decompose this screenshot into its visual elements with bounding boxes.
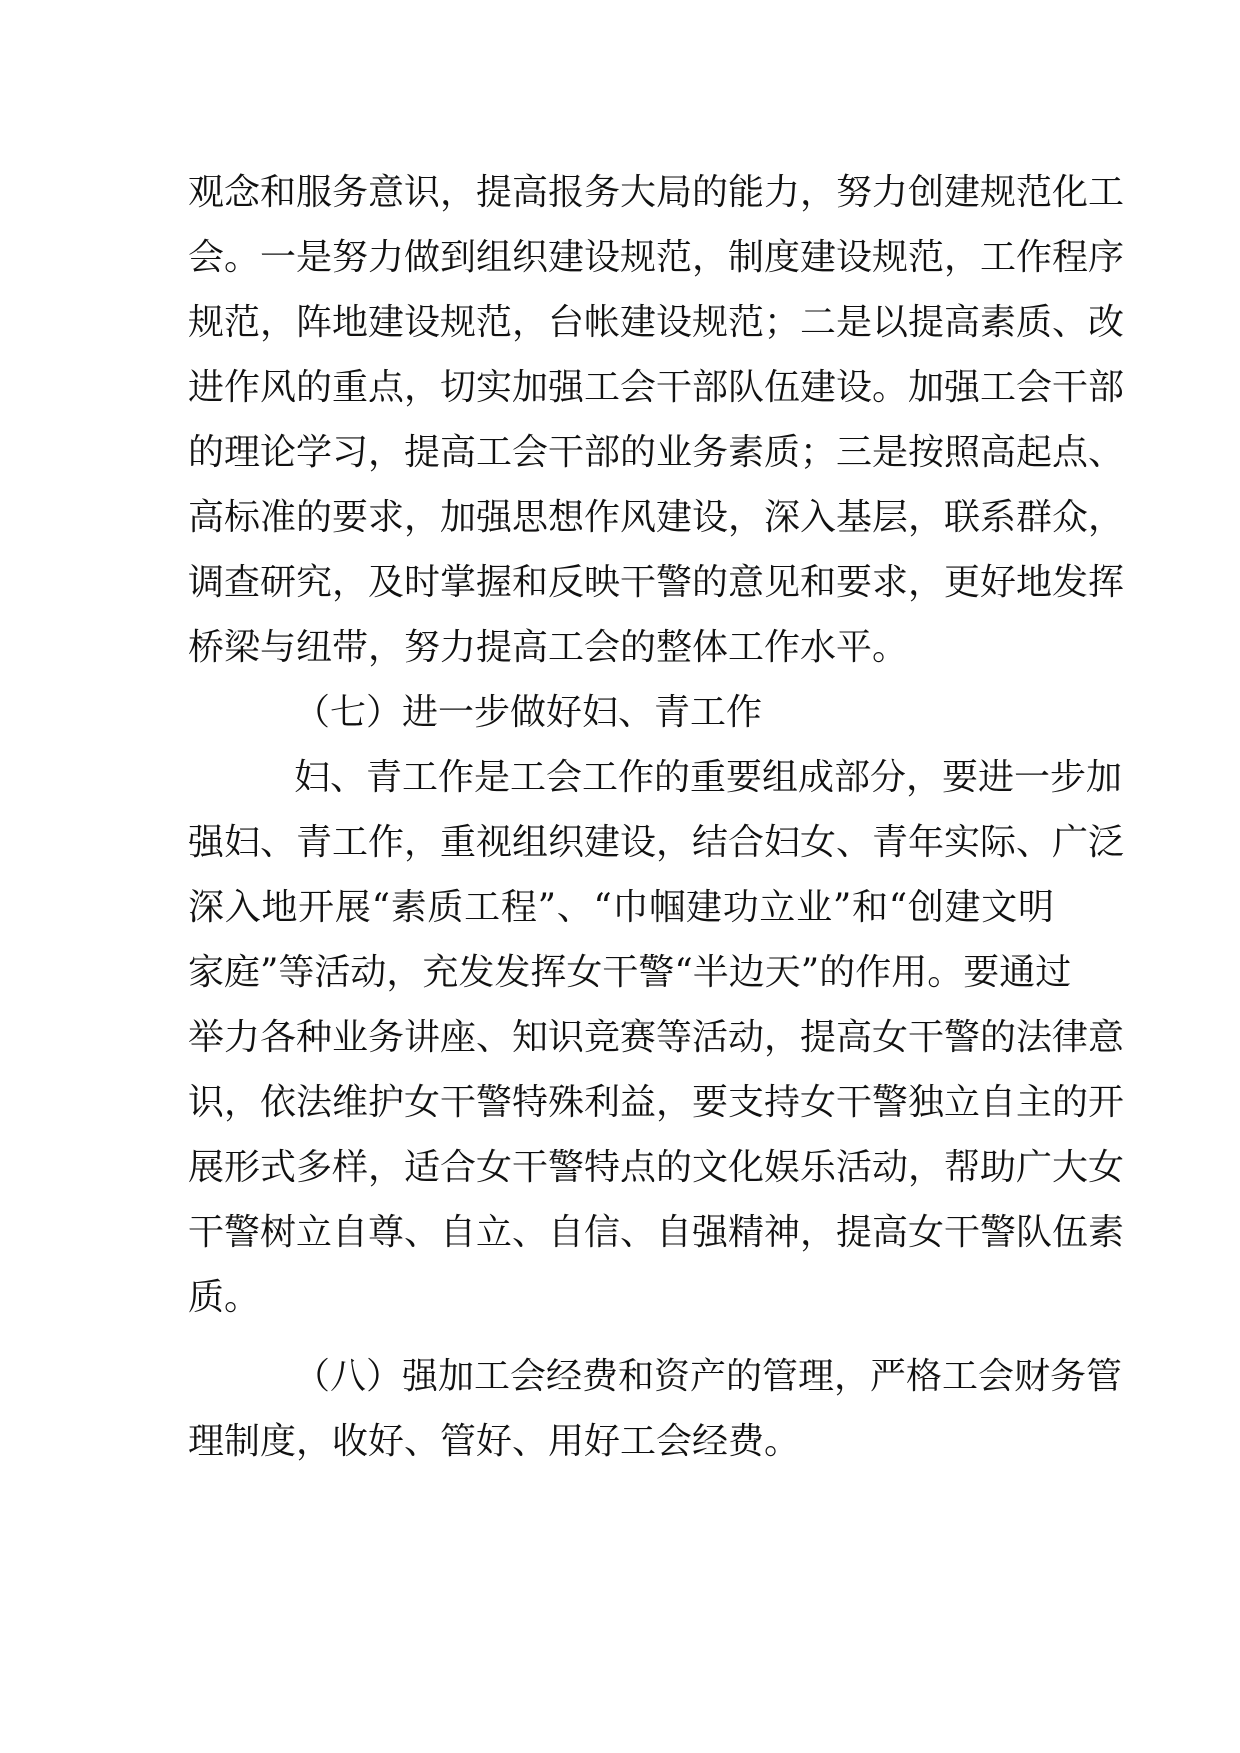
text-line: 深入地开展“素质工程”、“巾帼建功立业”和“创建文明: [188, 887, 1054, 928]
text-line: 干警树立自尊、自立、自信、自强精神，提高女干警队伍素: [188, 1212, 1125, 1253]
text-line: 家庭”等活动，充发发挥女干警“半边天”的作用。要通过: [188, 952, 1072, 993]
paragraph-finance: [188, 1344, 1123, 1474]
text-line: 会。一是努力做到组织建设规范，制度建设规范，工作程序: [188, 237, 1125, 278]
text-line: 强妇、青工作，重视组织建设，结合妇女、青年实际、广泛: [188, 822, 1125, 863]
text-line: 桥梁与纽带，努力提高工会的整体工作水平。: [188, 627, 909, 668]
text-line: 理制度，收好、管好、用好工会经费。: [188, 1421, 801, 1462]
paragraph-women-youth: [188, 745, 1125, 1330]
text-line: 质。: [188, 1277, 261, 1318]
paragraph-gap: [188, 1330, 1054, 1344]
text-line: 展形式多样，适合女干警特点的文化娱乐活动，帮助广大女: [188, 1147, 1125, 1188]
text-line: 规范，阵地建设规范，台帐建设规范；二是以提高素质、改: [188, 302, 1125, 343]
section-heading-7: （七）进一步做好妇、青工作: [294, 692, 763, 733]
text-line: 识，依法维护女干警特殊利益，要支持女干警独立自主的开: [188, 1082, 1125, 1123]
text-line: 调查研究，及时掌握和反映干警的意见和要求，更好地发挥: [188, 562, 1125, 603]
text-line: 妇、青工作是工会工作的重要组成部分，要进一步加: [294, 757, 1123, 798]
text-line: 的理论学习，提高工会干部的业务素质；三是按照高起点、: [188, 432, 1125, 473]
text-line: 举力各种业务讲座、知识竞赛等活动，提高女干警的法律意: [188, 1017, 1125, 1058]
text-line: 进作风的重点，切实加强工会干部队伍建设。加强工会干部: [188, 367, 1125, 408]
section-heading-8: （八）强加工会经费和资产的管理，严格工会财务管: [294, 1356, 1123, 1397]
text-line: 观念和服务意识，提高报务大局的能力，努力创建规范化工: [188, 172, 1125, 213]
text-line: 高标准的要求，加强思想作风建设，深入基层，联系群众，: [188, 497, 1125, 538]
paragraph-organization: [188, 160, 1125, 680]
document-body: [188, 160, 1125, 1474]
